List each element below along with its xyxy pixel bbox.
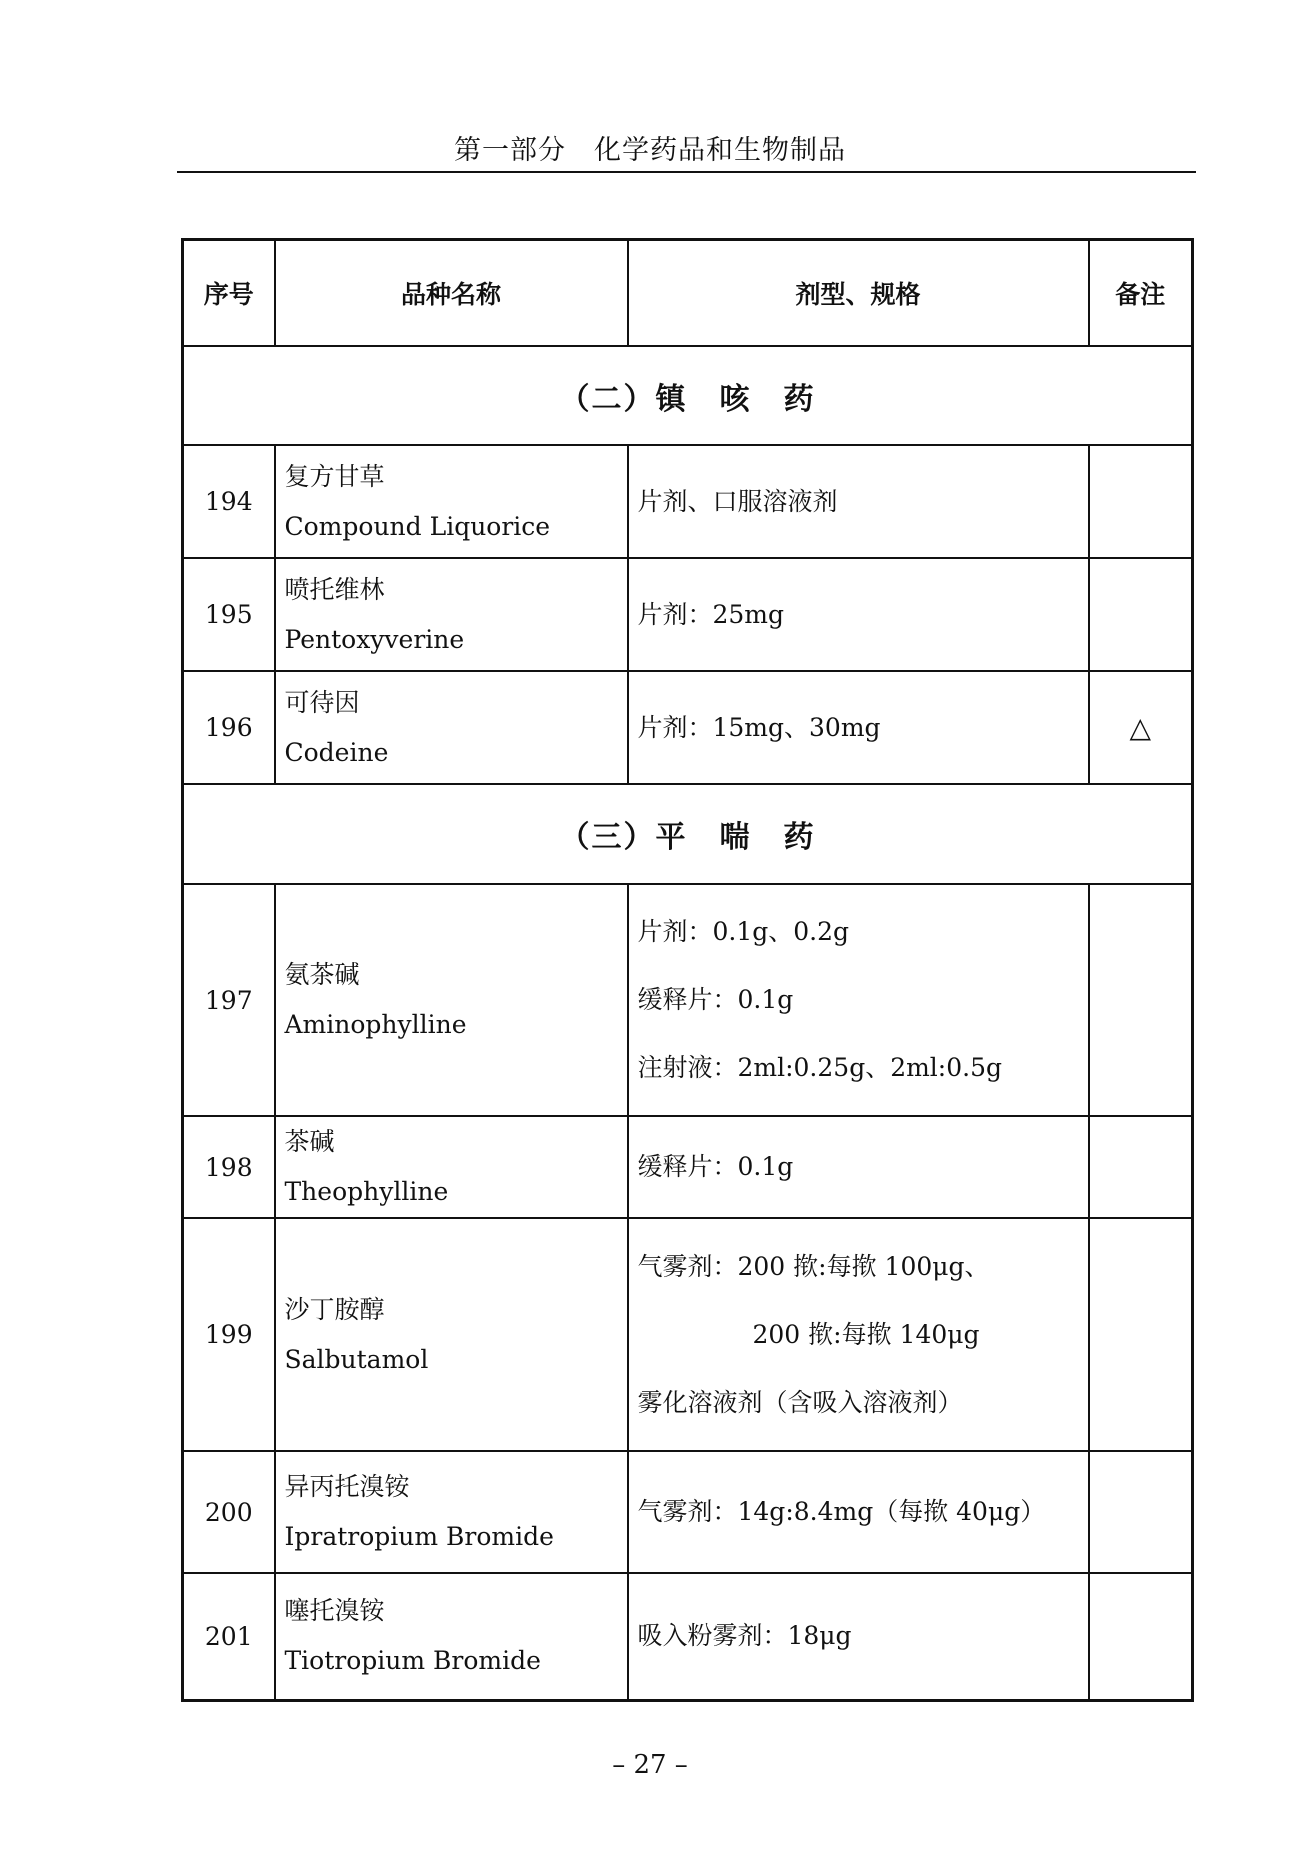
drug-name-cn: 茶碱 [284,1127,335,1156]
drug-name-cn: 氨茶碱 [284,960,360,989]
drug-name-cn: 可待因 [284,687,360,717]
table-row [183,1116,1193,1218]
drug-name-en: Theophylline [284,1177,449,1206]
spec-line: 气雾剂：200 揿:每揿 100μg、 [637,1251,990,1281]
section-title: （二）镇 咳 药 [183,346,1193,445]
col-header-note: 备注 [1089,240,1193,347]
drug-name-cn: 噻托溴铵 [284,1596,385,1626]
page-number: – 27 – [612,1750,688,1780]
drug-name-cn: 喷托维林 [284,574,385,604]
drug-name-en: Pentoxyverine [284,624,465,654]
row-number: 201 [183,1573,275,1700]
table-row [183,1451,1193,1573]
table-row [183,1573,1193,1700]
section-row [183,346,1193,445]
table-row [183,671,1193,784]
row-number: 196 [183,671,275,784]
part-label: 第一部分 [454,135,566,166]
drug-name-en: Salbutamol [284,1344,429,1374]
drug-name [275,671,628,784]
row-number: 194 [183,445,275,558]
drug-spec: 片剂：15mg、30mg [628,671,1089,784]
table-row [183,884,1193,1116]
drug-spec: 吸入粉雾剂：18μg [628,1573,1089,1700]
row-number: 200 [183,1451,275,1573]
drug-name [275,1116,628,1218]
drug-spec: 片剂、口服溶液剂 [628,445,1089,558]
drug-name [275,1451,628,1573]
drug-name-en: Tiotropium Bromide [284,1646,541,1676]
drug-name-cn: 沙丁胺醇 [284,1294,385,1324]
drug-note [1089,445,1193,558]
drug-note [1089,1218,1193,1451]
drug-name [275,445,628,558]
drug-spec [628,1218,1089,1451]
col-header-no: 序号 [183,240,275,347]
section-title: （三）平 喘 药 [183,784,1193,884]
drug-name-en: Compound Liquorice [284,511,551,541]
col-header-name: 品种名称 [275,240,628,347]
drug-name-cn: 异丙托溴铵 [284,1472,410,1501]
spec-line: 200 揿:每揿 140μg [752,1319,980,1349]
drug-name [275,558,628,671]
drug-spec: 气雾剂：14g:8.4mg（每揿 40μg） [628,1451,1089,1573]
table-row [183,1218,1193,1451]
drug-note [1089,884,1193,1116]
drug-name-en: Codeine [284,737,389,767]
part-title: 化学药品和生物制品 [594,135,846,166]
drug-note [1089,558,1193,671]
table-row [183,445,1193,558]
drug-spec [628,884,1089,1116]
drug-note [1089,1116,1193,1218]
drug-name [275,1573,628,1700]
spec-line: 注射液：2ml:0.25g、2ml:0.5g [637,1053,1002,1082]
row-number: 197 [183,884,275,1116]
row-number: 198 [183,1116,275,1218]
drug-table [181,238,1194,1702]
drug-note [1089,1573,1193,1700]
spec-line: 片剂：0.1g、0.2g [637,917,850,946]
running-header [0,128,1300,167]
drug-spec: 片剂：25mg [628,558,1089,671]
col-header-spec: 剂型、规格 [628,240,1089,347]
header-rule [177,171,1196,173]
triangle-mark-icon: △ [1089,671,1193,784]
row-number: 199 [183,1218,275,1451]
row-number: 195 [183,558,275,671]
drug-name-en: Aminophylline [284,1010,467,1039]
table-header-row [183,240,1193,347]
drug-name [275,1218,628,1451]
section-row [183,784,1193,884]
spec-line: 雾化溶液剂（含吸入溶液剂） [637,1387,963,1417]
drug-note [1089,1451,1193,1573]
spec-line: 缓释片：0.1g [637,985,794,1014]
drug-name [275,884,628,1116]
table-row [183,558,1193,671]
drug-name-cn: 复方甘草 [284,461,385,491]
drug-name-en: Ipratropium Bromide [284,1522,554,1551]
drug-spec: 缓释片：0.1g [628,1116,1089,1218]
